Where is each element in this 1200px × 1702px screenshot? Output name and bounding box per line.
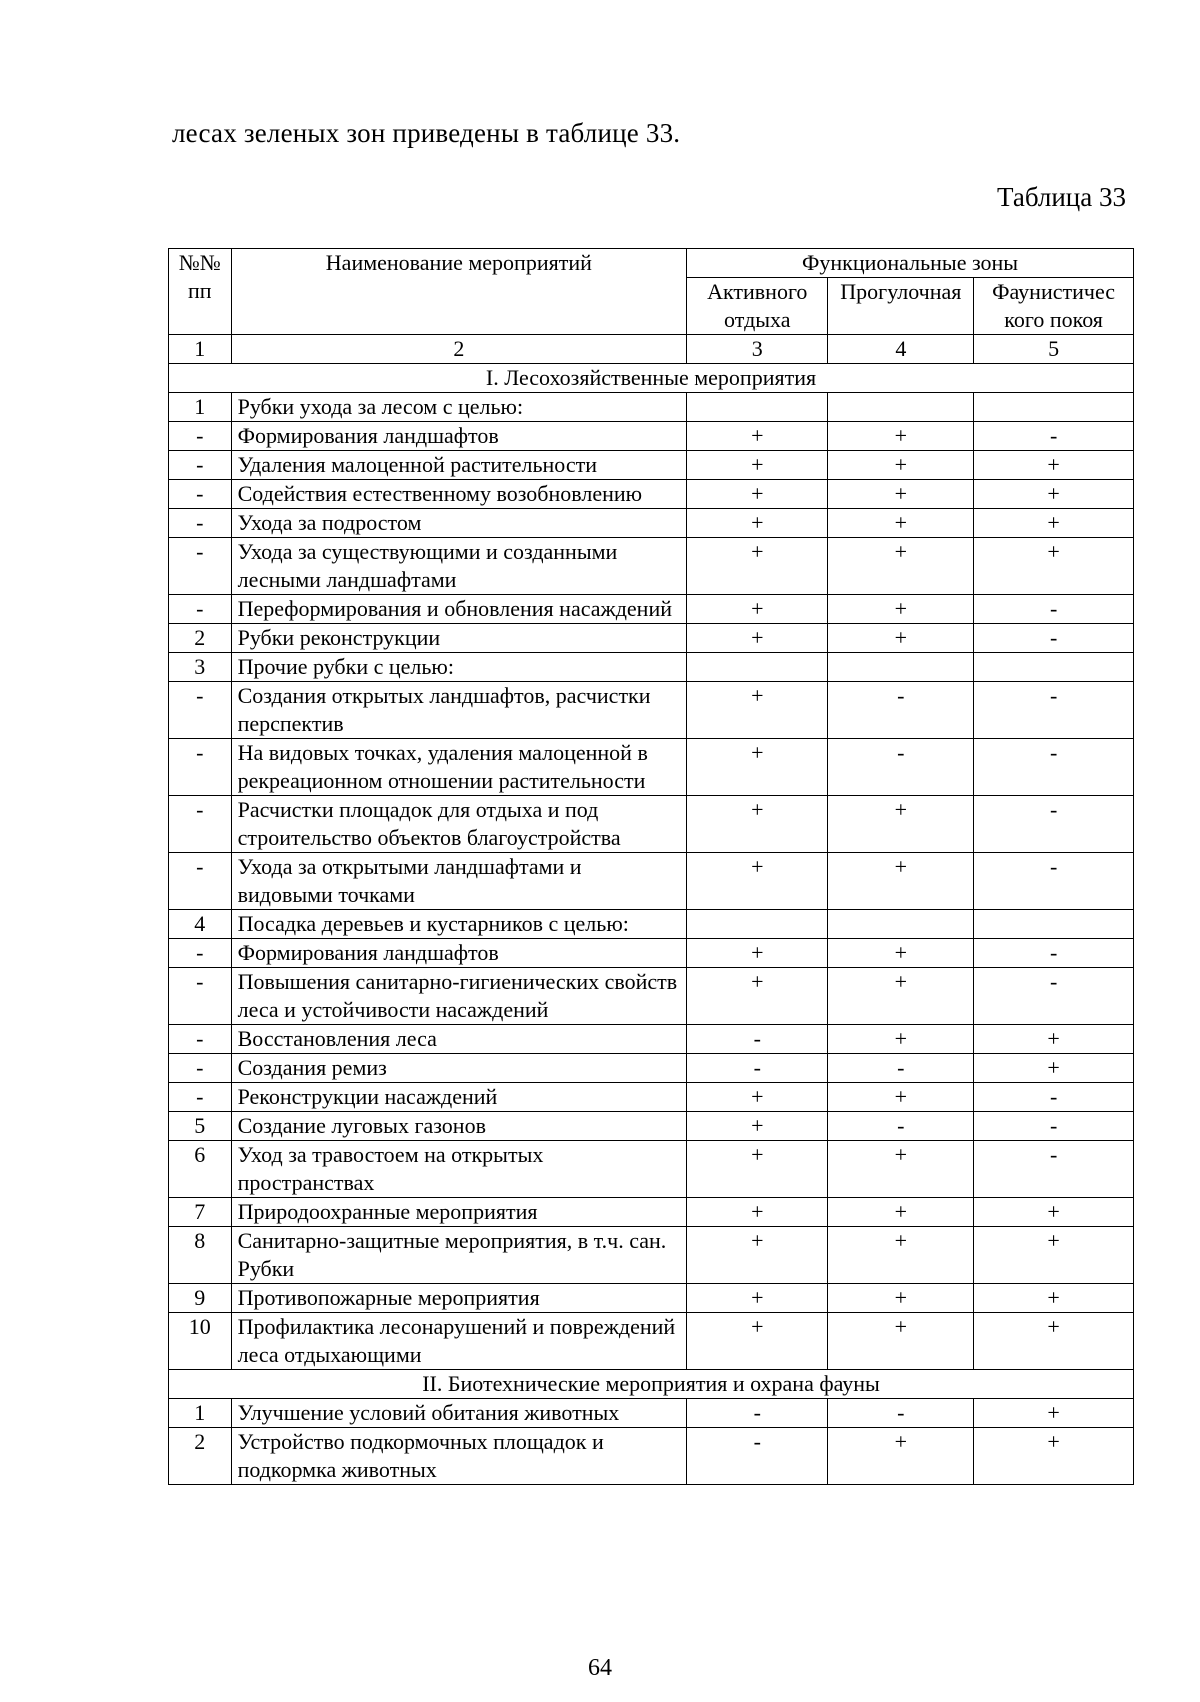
- zone-walk-mark: +: [828, 624, 974, 653]
- row-number: -: [169, 1083, 232, 1112]
- column-number: 1: [169, 335, 232, 364]
- row-number: -: [169, 1054, 232, 1083]
- row-number: -: [169, 451, 232, 480]
- zone-walk-mark: [828, 653, 974, 682]
- header-zone-walk: Прогулочная: [828, 278, 974, 335]
- page-number: 64: [588, 1655, 612, 1681]
- measure-name: Ухода за открытыми ландшафтами и видовыми точками: [231, 853, 687, 910]
- row-number: -: [169, 739, 232, 796]
- row-number: -: [169, 422, 232, 451]
- column-number: 5: [974, 335, 1134, 364]
- zone-fauna-mark: -: [974, 1141, 1134, 1198]
- zone-active-mark: -: [687, 1428, 828, 1485]
- zone-active-mark: +: [687, 939, 828, 968]
- zone-fauna-mark: +: [974, 1428, 1134, 1485]
- zone-walk-mark: +: [828, 1141, 974, 1198]
- table-body: [169, 364, 1134, 1485]
- header-zone-fauna: Фаунистичес кого покоя: [974, 278, 1134, 335]
- table-row: [169, 1112, 1134, 1141]
- row-number: 6: [169, 1141, 232, 1198]
- table-row: [169, 1054, 1134, 1083]
- row-number: 1: [169, 393, 232, 422]
- zone-walk-mark: +: [828, 451, 974, 480]
- row-number: 1: [169, 1399, 232, 1428]
- zone-active-mark: [687, 653, 828, 682]
- measure-name: Восстановления леса: [231, 1025, 687, 1054]
- row-number: -: [169, 538, 232, 595]
- measures-table: [168, 248, 1134, 1485]
- column-number: 4: [828, 335, 974, 364]
- zone-fauna-mark: -: [974, 682, 1134, 739]
- zone-active-mark: +: [687, 480, 828, 509]
- zone-fauna-mark: +: [974, 1025, 1134, 1054]
- row-number: -: [169, 509, 232, 538]
- table-row: [169, 968, 1134, 1025]
- table-row: [169, 1141, 1134, 1198]
- zone-walk-mark: +: [828, 1198, 974, 1227]
- zone-active-mark: +: [687, 1313, 828, 1370]
- table-row: [169, 595, 1134, 624]
- zone-active-mark: +: [687, 595, 828, 624]
- zone-active-mark: +: [687, 1141, 828, 1198]
- zone-fauna-mark: +: [974, 538, 1134, 595]
- zone-fauna-mark: +: [974, 1284, 1134, 1313]
- zone-active-mark: +: [687, 538, 828, 595]
- header-name: Наименование мероприятий: [231, 249, 687, 335]
- zone-fauna-mark: +: [974, 480, 1134, 509]
- zone-walk-mark: [828, 393, 974, 422]
- zone-fauna-mark: -: [974, 853, 1134, 910]
- table-row: [169, 653, 1134, 682]
- table-row: [169, 451, 1134, 480]
- zone-fauna-mark: -: [974, 796, 1134, 853]
- measure-name: Устройство подкормочных площадок и подкормка животных: [231, 1428, 687, 1485]
- zone-walk-mark: +: [828, 1284, 974, 1313]
- table-row: [169, 422, 1134, 451]
- table-row: [169, 1083, 1134, 1112]
- table-row: [169, 1428, 1134, 1485]
- zone-fauna-mark: [974, 653, 1134, 682]
- zone-active-mark: +: [687, 1083, 828, 1112]
- measure-name: Санитарно-защитные мероприятия, в т.ч. сан. Рубки: [231, 1227, 687, 1284]
- zone-walk-mark: -: [828, 1112, 974, 1141]
- column-numbers-row: [169, 335, 1134, 364]
- measure-name: Формирования ландшафтов: [231, 939, 687, 968]
- row-number: 10: [169, 1313, 232, 1370]
- table-row: [169, 796, 1134, 853]
- zone-active-mark: +: [687, 1227, 828, 1284]
- zone-active-mark: +: [687, 509, 828, 538]
- zone-walk-mark: -: [828, 739, 974, 796]
- table-row: [169, 682, 1134, 739]
- row-number: 2: [169, 624, 232, 653]
- measure-name: Природоохранные мероприятия: [231, 1198, 687, 1227]
- zone-fauna-mark: +: [974, 1313, 1134, 1370]
- zone-walk-mark: +: [828, 939, 974, 968]
- header-zone-active: Активного отдыха: [687, 278, 828, 335]
- zone-walk-mark: -: [828, 1399, 974, 1428]
- table-row: [169, 1227, 1134, 1284]
- row-number: 4: [169, 910, 232, 939]
- zone-fauna-mark: -: [974, 939, 1134, 968]
- zone-active-mark: [687, 393, 828, 422]
- table-row: [169, 624, 1134, 653]
- header-num: №№ пп: [169, 249, 232, 335]
- row-number: -: [169, 480, 232, 509]
- zone-active-mark: +: [687, 853, 828, 910]
- zone-fauna-mark: -: [974, 739, 1134, 796]
- table-row: [169, 939, 1134, 968]
- measure-name: Рубки ухода за лесом с целью:: [231, 393, 687, 422]
- zone-fauna-mark: -: [974, 595, 1134, 624]
- zone-fauna-mark: -: [974, 968, 1134, 1025]
- measure-name: Посадка деревьев и кустарников с целью:: [231, 910, 687, 939]
- table-row: [169, 853, 1134, 910]
- zone-active-mark: +: [687, 682, 828, 739]
- zone-active-mark: [687, 910, 828, 939]
- zone-fauna-mark: -: [974, 1083, 1134, 1112]
- row-number: 7: [169, 1198, 232, 1227]
- zone-walk-mark: +: [828, 422, 974, 451]
- measure-name: Уход за травостоем на открытых пространствах: [231, 1141, 687, 1198]
- zone-fauna-mark: +: [974, 509, 1134, 538]
- zone-fauna-mark: [974, 910, 1134, 939]
- table-row: [169, 739, 1134, 796]
- zone-fauna-mark: +: [974, 1399, 1134, 1428]
- section-title: I. Лесохозяйственные мероприятия: [169, 364, 1134, 393]
- measure-name: Создания ремиз: [231, 1054, 687, 1083]
- row-number: 8: [169, 1227, 232, 1284]
- zone-walk-mark: +: [828, 509, 974, 538]
- section-row: [169, 364, 1134, 393]
- zone-walk-mark: +: [828, 853, 974, 910]
- row-number: 9: [169, 1284, 232, 1313]
- zone-active-mark: +: [687, 1284, 828, 1313]
- table-row: [169, 538, 1134, 595]
- row-number: 5: [169, 1112, 232, 1141]
- zone-active-mark: +: [687, 1198, 828, 1227]
- measure-name: Формирования ландшафтов: [231, 422, 687, 451]
- measure-name: Повышения санитарно-гигиенических свойств леса и устойчивости насаждений: [231, 968, 687, 1025]
- zone-active-mark: +: [687, 451, 828, 480]
- row-number: 3: [169, 653, 232, 682]
- row-number: -: [169, 682, 232, 739]
- table-row: [169, 1025, 1134, 1054]
- measure-name: Удаления малоценной растительности: [231, 451, 687, 480]
- intro-text: лесах зеленых зон приведены в таблице 33.: [172, 118, 681, 148]
- measure-name: Переформирования и обновления насаждений: [231, 595, 687, 624]
- table-row: [169, 1399, 1134, 1428]
- measure-name: Рубки реконструкции: [231, 624, 687, 653]
- measure-name: Ухода за существующими и созданными лесными ландшафтами: [231, 538, 687, 595]
- zone-walk-mark: +: [828, 595, 974, 624]
- zone-walk-mark: +: [828, 1083, 974, 1112]
- header-zones: Функциональные зоны: [687, 249, 1134, 278]
- column-number: 3: [687, 335, 828, 364]
- row-number: -: [169, 1025, 232, 1054]
- zone-fauna-mark: -: [974, 1112, 1134, 1141]
- table-row: [169, 509, 1134, 538]
- table-caption: Таблица 33: [997, 182, 1126, 212]
- row-number: -: [169, 853, 232, 910]
- row-number: -: [169, 968, 232, 1025]
- measure-name: Противопожарные мероприятия: [231, 1284, 687, 1313]
- zone-walk-mark: +: [828, 968, 974, 1025]
- measure-name: Создание луговых газонов: [231, 1112, 687, 1141]
- zone-fauna-mark: +: [974, 451, 1134, 480]
- zone-fauna-mark: -: [974, 624, 1134, 653]
- table-row: [169, 1313, 1134, 1370]
- zone-walk-mark: +: [828, 796, 974, 853]
- measure-name: Ухода за подростом: [231, 509, 687, 538]
- column-number: 2: [231, 335, 687, 364]
- measure-name: Прочие рубки с целью:: [231, 653, 687, 682]
- zone-active-mark: -: [687, 1054, 828, 1083]
- zone-active-mark: +: [687, 624, 828, 653]
- section-row: [169, 1370, 1134, 1399]
- zone-fauna-mark: -: [974, 422, 1134, 451]
- measure-name: Реконструкции насаждений: [231, 1083, 687, 1112]
- zone-walk-mark: -: [828, 682, 974, 739]
- table-row: [169, 480, 1134, 509]
- zone-active-mark: +: [687, 1112, 828, 1141]
- zone-active-mark: +: [687, 968, 828, 1025]
- measure-name: Улучшение условий обитания животных: [231, 1399, 687, 1428]
- row-number: -: [169, 595, 232, 624]
- row-number: -: [169, 796, 232, 853]
- row-number: -: [169, 939, 232, 968]
- zone-walk-mark: [828, 910, 974, 939]
- zone-walk-mark: +: [828, 538, 974, 595]
- measure-name: Расчистки площадок для отдыха и под строительство объектов благоустройства: [231, 796, 687, 853]
- zone-walk-mark: +: [828, 1227, 974, 1284]
- zone-fauna-mark: +: [974, 1198, 1134, 1227]
- row-number: 2: [169, 1428, 232, 1485]
- zone-active-mark: +: [687, 739, 828, 796]
- zone-active-mark: +: [687, 796, 828, 853]
- measure-name: Создания открытых ландшафтов, расчистки перспектив: [231, 682, 687, 739]
- zone-walk-mark: +: [828, 1313, 974, 1370]
- measure-name: На видовых точках, удаления малоценной в рекреационном отношении растительности: [231, 739, 687, 796]
- table-row: [169, 1198, 1134, 1227]
- zone-active-mark: -: [687, 1025, 828, 1054]
- measure-name: Содействия естественному возобновлению: [231, 480, 687, 509]
- zone-fauna-mark: +: [974, 1054, 1134, 1083]
- table-row: [169, 393, 1134, 422]
- zone-walk-mark: -: [828, 1054, 974, 1083]
- zone-active-mark: +: [687, 422, 828, 451]
- section-title: II. Биотехнические мероприятия и охрана фауны: [169, 1370, 1134, 1399]
- zone-walk-mark: +: [828, 480, 974, 509]
- zone-walk-mark: +: [828, 1428, 974, 1485]
- zone-fauna-mark: +: [974, 1227, 1134, 1284]
- zone-walk-mark: +: [828, 1025, 974, 1054]
- measure-name: Профилактика лесонарушений и повреждений леса отдыхающими: [231, 1313, 687, 1370]
- header-row: [169, 249, 1134, 278]
- table-row: [169, 1284, 1134, 1313]
- zone-fauna-mark: [974, 393, 1134, 422]
- zone-active-mark: -: [687, 1399, 828, 1428]
- table-row: [169, 910, 1134, 939]
